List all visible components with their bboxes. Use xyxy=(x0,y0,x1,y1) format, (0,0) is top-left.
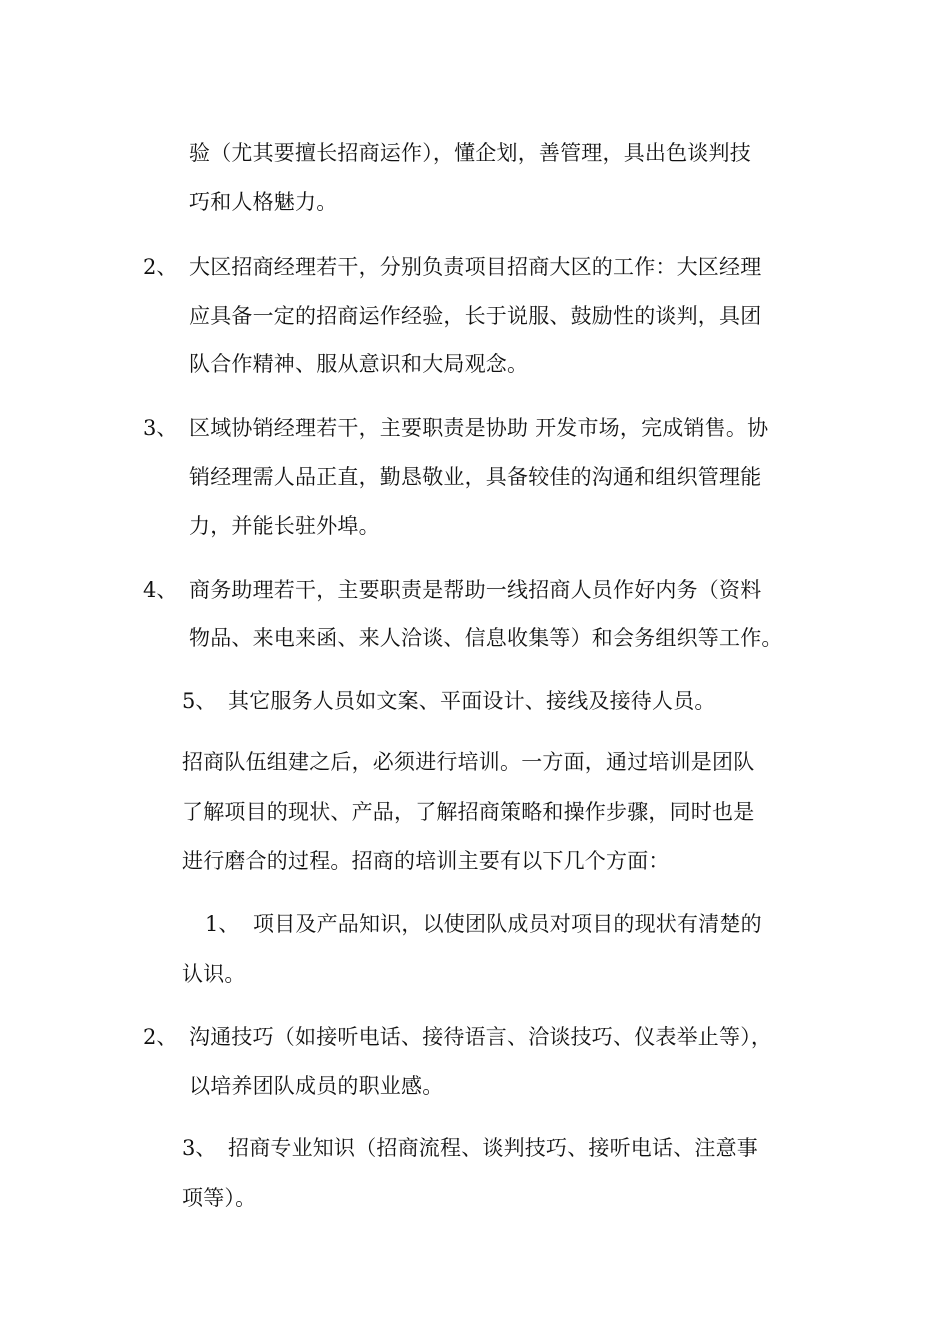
text-line: 以培养团队成员的职业感。 xyxy=(189,1074,444,1098)
text-line: 应具备一定的招商运作经验，长于说服、鼓励性的谈判，具团 xyxy=(189,304,762,328)
text-line: 进行磨合的过程。招商的培训主要有以下几个方面： xyxy=(182,849,670,873)
text-line: 区域协销经理若干，主要职责是协助 开发市场，完成销售。协 xyxy=(189,416,769,440)
list-number: 2、 xyxy=(143,255,178,279)
text-line: 其它服务人员如文案、平面设计、接线及接待人员。 xyxy=(228,689,716,713)
text-line: 销经理需人品正直，勤恳敬业，具备较佳的沟通和组织管理能 xyxy=(189,465,762,489)
text-line: 招商队伍组建之后，必须进行培训。一方面，通过培训是团队 xyxy=(182,750,755,774)
text-line: 力，并能长驻外埠。 xyxy=(189,514,380,538)
text-line: 队合作精神、服从意识和大局观念。 xyxy=(189,352,529,376)
text-line: 了解项目的现状、产品，了解招商策略和操作步骤，同时也是 xyxy=(182,800,755,824)
list-number: 3、 xyxy=(182,1136,217,1160)
list-number: 2、 xyxy=(143,1025,178,1049)
text-line: 验（尤其要擅长招商运作），懂企划，善管理，具出色谈判技 xyxy=(189,141,751,165)
text-line: 物品、来电来函、来人洽谈、信息收集等）和会务组织等工作。 xyxy=(189,626,783,650)
list-number: 1、 xyxy=(205,912,240,936)
text-line: 认识。 xyxy=(182,962,246,986)
text-line: 项等）。 xyxy=(182,1186,257,1210)
text-line: 招商专业知识（招商流程、谈判技巧、接听电话、注意事 xyxy=(228,1136,758,1160)
text-line: 沟通技巧（如接听电话、接待语言、洽谈技巧、仪表举止等）， xyxy=(189,1025,773,1049)
text-line: 商务助理若干，主要职责是帮助一线招商人员作好内务（资料 xyxy=(189,578,762,602)
list-number: 5、 xyxy=(182,689,217,713)
text-line: 项目及产品知识，以使团队成员对项目的现状有清楚的 xyxy=(253,912,762,936)
list-number: 3、 xyxy=(143,416,178,440)
list-number: 4、 xyxy=(143,578,178,602)
text-line: 巧和人格魅力。 xyxy=(189,190,338,214)
text-line: 大区招商经理若干，分别负责项目招商大区的工作：大区经理 xyxy=(189,255,762,279)
